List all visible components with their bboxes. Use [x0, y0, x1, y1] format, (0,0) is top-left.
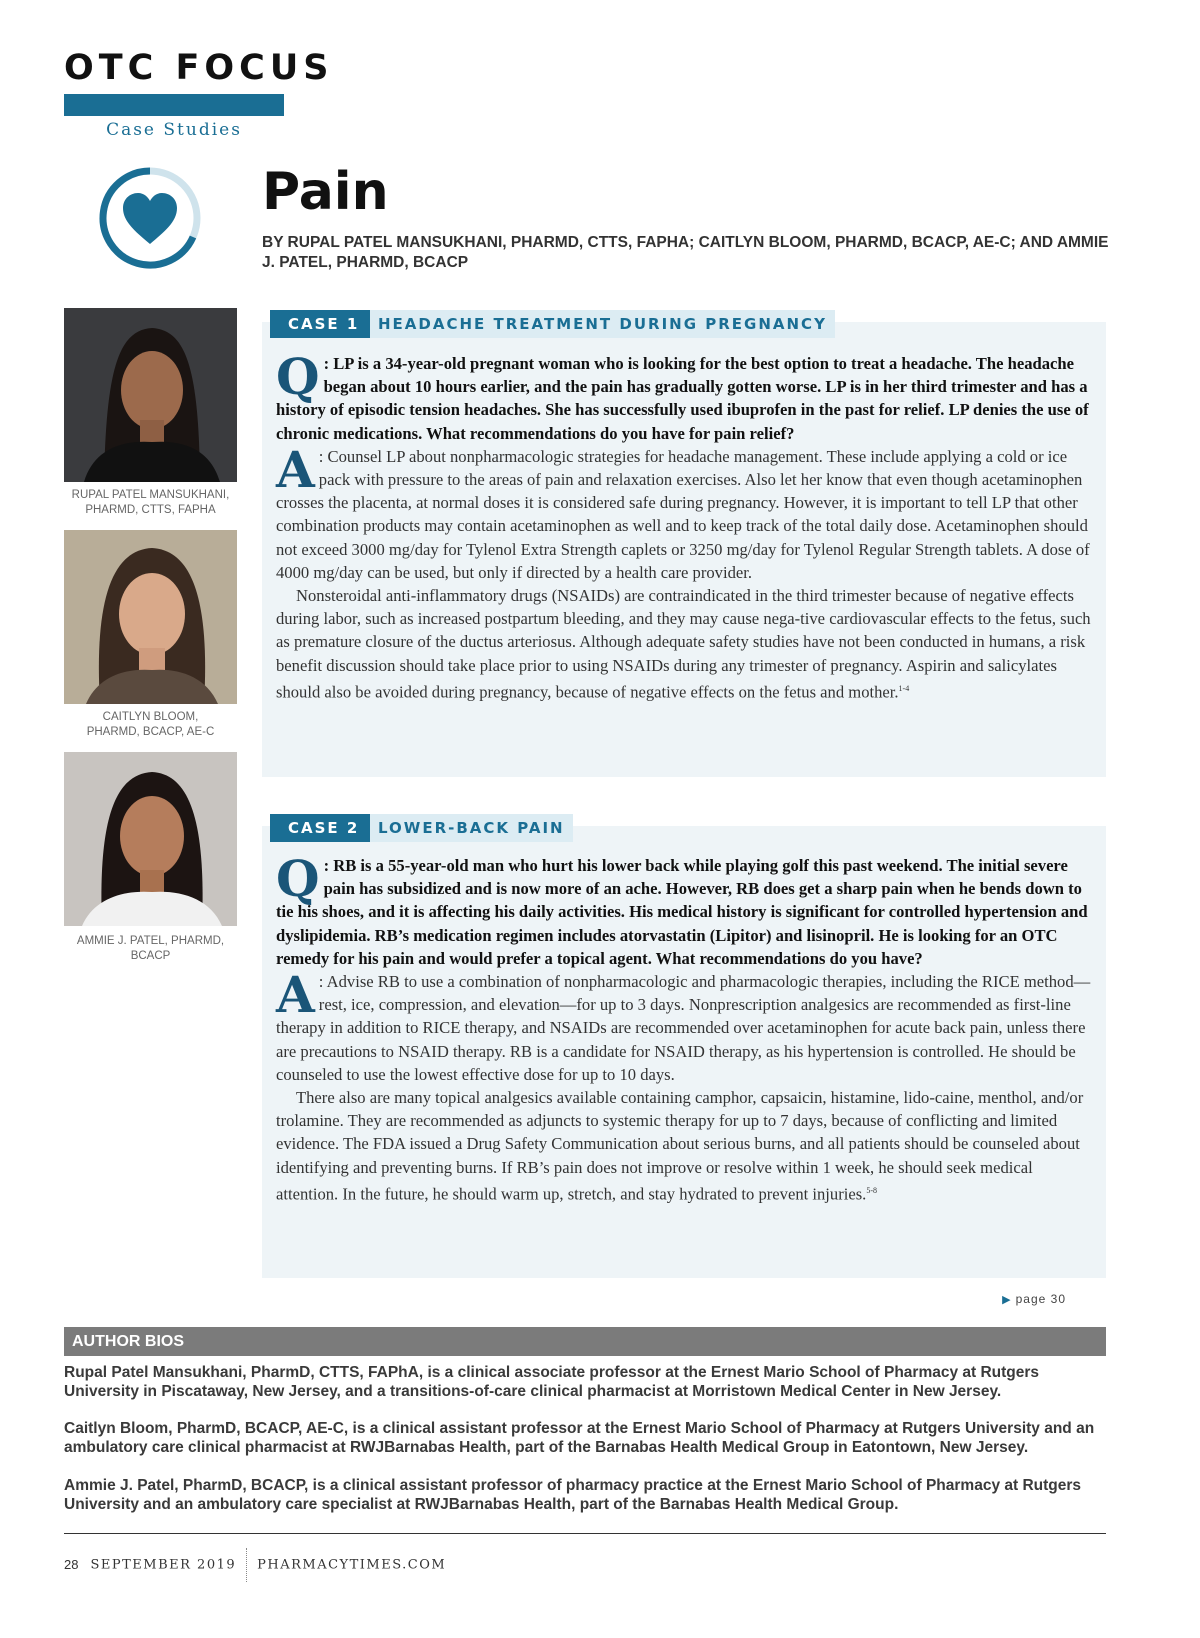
- section-subtitle: Case Studies: [106, 120, 242, 140]
- author-bio: Rupal Patel Mansukhani, PharmD, CTTS, FAPhA, is a clinical associate professor at the Ernest Mario School of Pharmacy at Rutgers University in Piscataway, New Jersey, and a transitions-of-care clinical pharmacist at Morristown Medical Center in New Jersey.: [64, 1364, 1040, 1400]
- footer-divider: [246, 1548, 247, 1582]
- case-1-label: CASE 1: [270, 310, 377, 338]
- author-caption: RUPAL PATEL MANSUKHANI, PHARMD, CTTS, FAPHA: [71, 489, 230, 516]
- author-caption: CAITLYN BLOOM, PHARMD, BCACP, AE-C: [86, 711, 215, 738]
- case-2-question: Q : RB is a 55-year-old man who hurt his lower back while playing golf this past weekend. The initial severe pain has subsidized and is now more of an ache. However, RB does get a sharp pain when he bends down to tie his shoes, and it is affecting his daily activities. His medical history is significant for controlled hypertension and dyslipidemia. RB’s medication regimen includes atorvastatin (Lipitor) and lisinopril. He is looking for an OTC remedy for his pain and would prefer a topical agent. What recommendations do you have?: [276, 849, 1088, 968]
- author-bio: Caitlyn Bloom, PharmD, BCACP, AE-C, is a clinical assistant professor at the Ernest Mario School of Pharmacy at Rutgers University and an ambulatory care clinical pharmacist at RWJBarnabas Health, part of the Barnabas Health Medical Group in Eatontown, New Jersey.: [64, 1420, 1095, 1456]
- heart-icon: [96, 164, 204, 272]
- case-2-label: CASE 2: [270, 814, 377, 842]
- author-bio: Ammie J. Patel, PharmD, BCACP, is a clinical assistant professor of pharmacy practice at the Ernest Mario School of Pharmacy at Rutgers University and an ambulatory care specialist at RWJBarnabas Health, part of the Barnabas Health Medical Group.: [64, 1477, 1082, 1513]
- continued-page-link[interactable]: ▶ page 30: [1002, 1292, 1066, 1306]
- author-photo-mansukhani: [64, 308, 237, 482]
- site-link[interactable]: PHARMACYTIMES.COM: [257, 1557, 447, 1573]
- article-title: Pain: [262, 162, 389, 222]
- case-2-answer: A : Advise RB to use a combination of nonpharmacologic and pharmacologic therapies, including the RICE method—rest, ice, compression, and elevation—for up to 3 days. Nonprescription analgesics are recommended as first-line therapy in addition to RICE therapy, and NSAIDs are recommended over acetaminophen for acute back pain, unless there are precautions to NSAID therapy. RB is a candidate for NSAID therapy, as his hypertension is controlled. He should be counseled to use the lowest effective dose for up to 10 days.: [276, 965, 1091, 1084]
- case-2-answer-continued: There also are many topical analgesics available containing camphor, capsaicin, histamine, lido-caine, menthol, and/or trolamine. They are recommended as adjuncts to systemic therapy for up to 7 days, because of conflicting and limited evidence. The FDA issued a Drug Safety Communication about serious burns, and all patients should be counseled about identifying and preventing burns. If RB’s pain does not improve or resolve within 1 week, he should seek medical attention. In the future, he should warm up, stretch, and stay hydrated to prevent injuries.$^{5-8}$: [276, 1088, 1084, 1204]
- author-bios-header: AUTHOR BIOS: [64, 1327, 1106, 1356]
- triangle-right-icon: ▶: [1002, 1294, 1012, 1306]
- page-number: 28: [64, 1556, 79, 1572]
- author-photo-patel: [64, 752, 237, 926]
- footer-rule: [64, 1533, 1106, 1534]
- author-photo-bloom: [64, 530, 237, 704]
- case-1-answer-continued: Nonsteroidal anti-inflammatory drugs (NSAIDs) are contraindicated in the third trimester because of negative effects during labor, such as increased postpartum bleeding, and they may cause nega-tive cardiovascular effects to the fetus, such as premature closure of the ductus arteriosus. Although adequate safety studies have not been conducted in humans, a risk benefit discussion should take place prior to using NSAIDs during any trimester of pregnancy. Aspirin and salicylates should also be avoided during pregnancy, because of negative effects on the fetus and mother.$^{1-4}$: [276, 586, 1091, 702]
- author-caption: AMMIE J. PATEL, PHARMD, BCACP: [76, 935, 225, 962]
- case-1-title: HEADACHE TREATMENT DURING PREGNANCY: [370, 310, 835, 338]
- byline: BY RUPAL PATEL MANSUKHANI, PHARMD, CTTS, FAPHA; CAITLYN BLOOM, PHARMD, BCACP, AE-C; AND AMMIE J. PATEL, PHARMD, BCACP: [262, 234, 1109, 271]
- case-1-body: [276, 347, 1096, 704]
- case-2-body: [276, 849, 1096, 1206]
- case-1-question: Q : LP is a 34-year-old pregnant woman who is looking for the best option to treat a headache. The headache began about 10 hours earlier, and the pain has gradually gotten worse. LP is in her third trimester and has a history of episodic tension headaches. She has successfully used ibuprofen in the past for relief. LP denies the use of chronic medications. What recommendations do you have for pain relief?: [276, 347, 1089, 443]
- section-accent-bar: [64, 94, 284, 116]
- case-2-title: LOWER-BACK PAIN: [370, 814, 573, 842]
- case-1-answer: A : Counsel LP about nonpharmacologic strategies for headache management. These include applying a cold or ice pack with pressure to the areas of pain and relaxation exercises. Also let her know that even though acetaminophen crosses the placenta, at normal doses it is considered safe during pregnancy. However, it is important to tell LP that other combination products may contain acetaminophen as well and to keep track of the total daily dose. Acetaminophen should not exceed 3000 mg/day for Tylenol Extra Strength caplets or 3250 mg/day for Tylenol Regular Strength tablets. A dose of 4000 mg/day can be used, but only if directed by a health care provider.: [276, 439, 1090, 582]
- page-footer: [64, 1548, 446, 1582]
- issue-date: SEPTEMBER 2019: [90, 1557, 237, 1573]
- section-title: OTC FOCUS: [64, 48, 334, 88]
